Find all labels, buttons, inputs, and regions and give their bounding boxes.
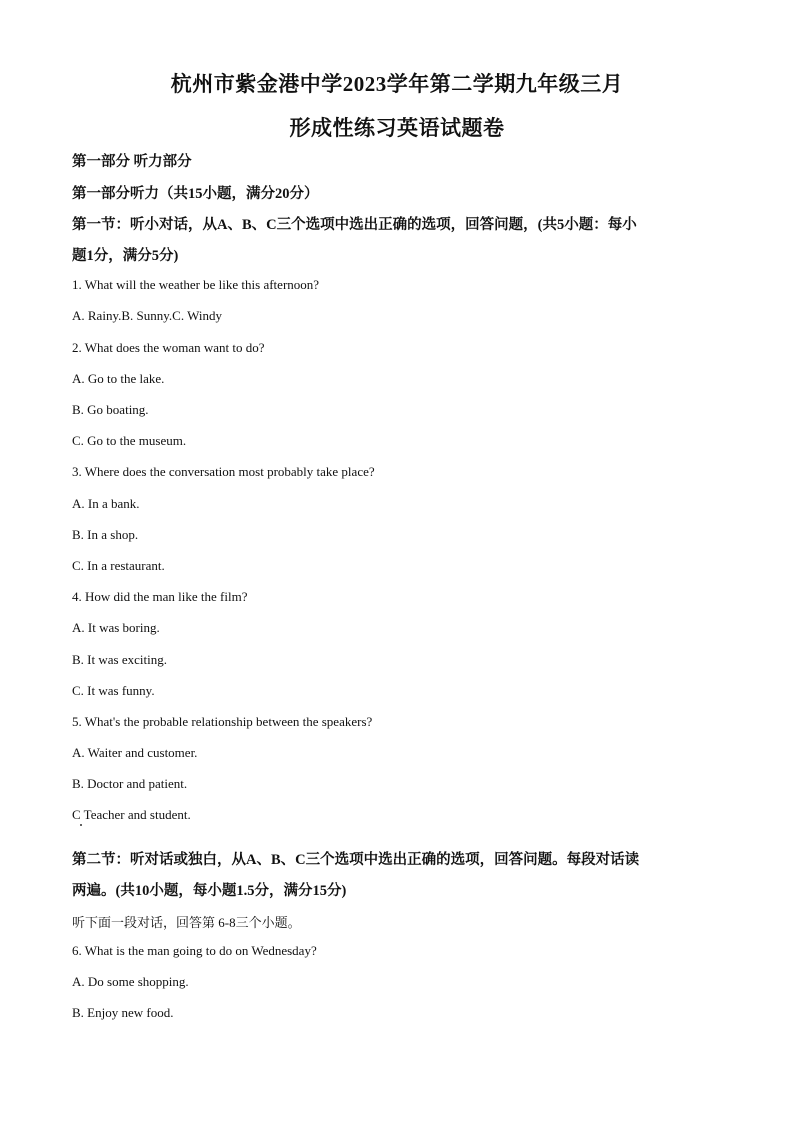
question-6-option-b: B. Enjoy new food. [72,1005,174,1020]
question-3: 3. Where does the conversation most probably take place? [72,464,375,479]
question-6-option-a: A. Do some shopping. [72,974,189,989]
part1-heading: 第一部分 听力部分 [72,154,192,170]
part1-listening-heading: 第一部分听力（共15小题，满分20分） [72,186,319,202]
section2-instruction-line1: 第二节：听对话或独白，从A、B、C三个选项中选出正确的选项，回答问题。每段对话读 [72,852,640,868]
question-2-option-a: A. Go to the lake. [72,371,165,386]
question-4: 4. How did the man like the film? [72,589,248,604]
question-5-option-b: B. Doctor and patient. [72,776,188,791]
section1-instruction-line1: 第一节：听小对话，从A、B、C三个选项中选出正确的选项，回答问题，(共5小题：每小 [72,217,637,233]
question-4-option-b: B. It was exciting. [72,652,167,667]
question-2-option-b: B. Go boating. [72,402,149,417]
section1-instruction-line2: 题1分，满分5分) [72,248,179,264]
question-2: 2. What does the woman want to do? [72,340,265,355]
question-2-option-c: C. Go to the museum. [72,433,187,448]
question-6: 6. What is the man going to do on Wednesday? [72,943,317,958]
question-5: 5. What's the probable relationship between the speakers? [72,714,373,729]
question-1: 1. What will the weather be like this afternoon? [72,277,320,292]
question-3-option-b: B. In a shop. [72,527,139,542]
stray-mark [80,824,82,826]
section2-instruction-line2: 两遍。(共10小题，每小题1.5分，满分15分) [72,883,347,899]
question-3-option-c: C. In a restaurant. [72,558,165,573]
question-5-option-a: A. Waiter and customer. [72,745,198,760]
exam-title-line2: 形成性练习英语试题卷 [289,116,505,140]
question-3-option-a: A. In a bank. [72,496,140,511]
question-4-option-c: C. It was funny. [72,683,155,698]
instruction-questions-6-8: 听下面一段对话，回答第 6-8三个小题。 [72,915,301,930]
question-4-option-a: A. It was boring. [72,620,160,635]
exam-title-line1: 杭州市紫金港中学2023学年第二学期九年级三月 [170,72,624,96]
question-5-option-c: C Teacher and student. [72,807,191,822]
question-1-options: A. Rainy.B. Sunny.C. Windy [72,308,222,323]
